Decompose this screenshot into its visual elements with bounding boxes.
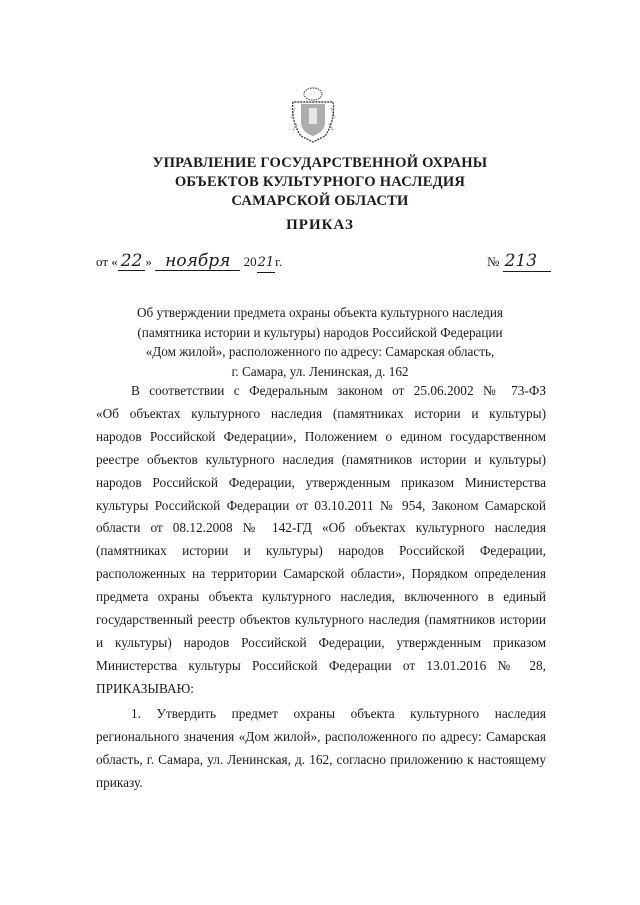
- text-line: (памятниках истории и культуры) народов Российской Федерации,: [96, 543, 546, 559]
- order-subject: [100, 303, 540, 381]
- text-line: предмета охраны объекта культурного наследия, включенного в единый: [96, 589, 546, 605]
- text-line: регионального значения «Дом жилой», расположенного по адресу: Самарская: [96, 728, 546, 744]
- text-line: расположенных на территории Самарской области», Порядком определения: [96, 566, 546, 582]
- text-line: реестре объектов культурного наследия (памятников истории и культуры): [96, 451, 546, 467]
- preamble-paragraph: [96, 380, 546, 701]
- text-line: области от 08.12.2008 № 142-ГД «Об объектах культурного наследия: [96, 520, 546, 536]
- organization-line: САМАРСКОЙ ОБЛАСТИ: [231, 193, 409, 209]
- order-item-1: [96, 703, 546, 795]
- samara-region-coat-of-arms-icon: [289, 84, 337, 144]
- date-year-prefix: 20: [243, 254, 257, 269]
- text-line: народов Российской Федерации, утвержденным приказом Министерства: [96, 474, 546, 490]
- date-year-suffix: 21: [257, 254, 276, 273]
- date-day: 22: [118, 252, 146, 271]
- number-prefix: №: [487, 254, 500, 269]
- date-year-end: г.: [275, 254, 283, 269]
- date-month: ноября: [155, 252, 240, 271]
- text-line: государственный реестр объектов культурного наследия (памятников истории: [96, 612, 546, 628]
- organization-line: УПРАВЛЕНИЕ ГОСУДАРСТВЕННОЙ ОХРАНЫ: [152, 155, 488, 171]
- text-line: Министерства культуры Российской Федерации от 13.01.2016 № 28,: [96, 657, 546, 673]
- organization-line: ОБЪЕКТОВ КУЛЬТУРНОГО НАСЛЕДИЯ: [174, 174, 466, 190]
- text-line: культуры Российской Федерации от 03.10.2011 № 954, Законом Самарской: [96, 497, 546, 513]
- subject-line: «Дом жилой», расположенного по адресу: Самарская область,: [145, 344, 495, 359]
- text-line: «Об объектах культурного наследия (памятниках истории и культуры): [96, 405, 546, 421]
- text-line: приказу.: [96, 774, 143, 790]
- subject-line: г. Самара, ул. Ленинская, д. 162: [231, 363, 409, 379]
- organization-name: [100, 154, 540, 211]
- subject-line: Об утверждении предмета охраны объекта культурного наследия: [137, 305, 503, 320]
- document-type: ПРИКАЗ: [286, 217, 354, 233]
- number-value: 213: [503, 251, 551, 272]
- date-prefix: от «: [96, 254, 118, 269]
- text-line: 1. Утвердить предмет охраны объекта культурного наследия: [131, 706, 546, 721]
- text-line: ПРИКАЗЫВАЮ:: [96, 680, 194, 696]
- subject-line: (памятника истории и культуры) народов Российской Федерации: [137, 324, 503, 340]
- order-date: [96, 252, 282, 274]
- text-line: область, г. Самара, ул. Ленинская, д. 162, согласно приложению к настоящему: [96, 751, 546, 767]
- date-mid: »: [145, 254, 152, 269]
- text-line: В соответствии с Федеральным законом от 25.06.2002 № 73-ФЗ: [131, 383, 546, 398]
- order-number: [487, 252, 551, 274]
- text-line: народов Российской Федерации», Положением о едином государственном: [96, 428, 546, 444]
- text-line: и культуры) народов Российской Федерации, утвержденным приказом: [96, 634, 546, 650]
